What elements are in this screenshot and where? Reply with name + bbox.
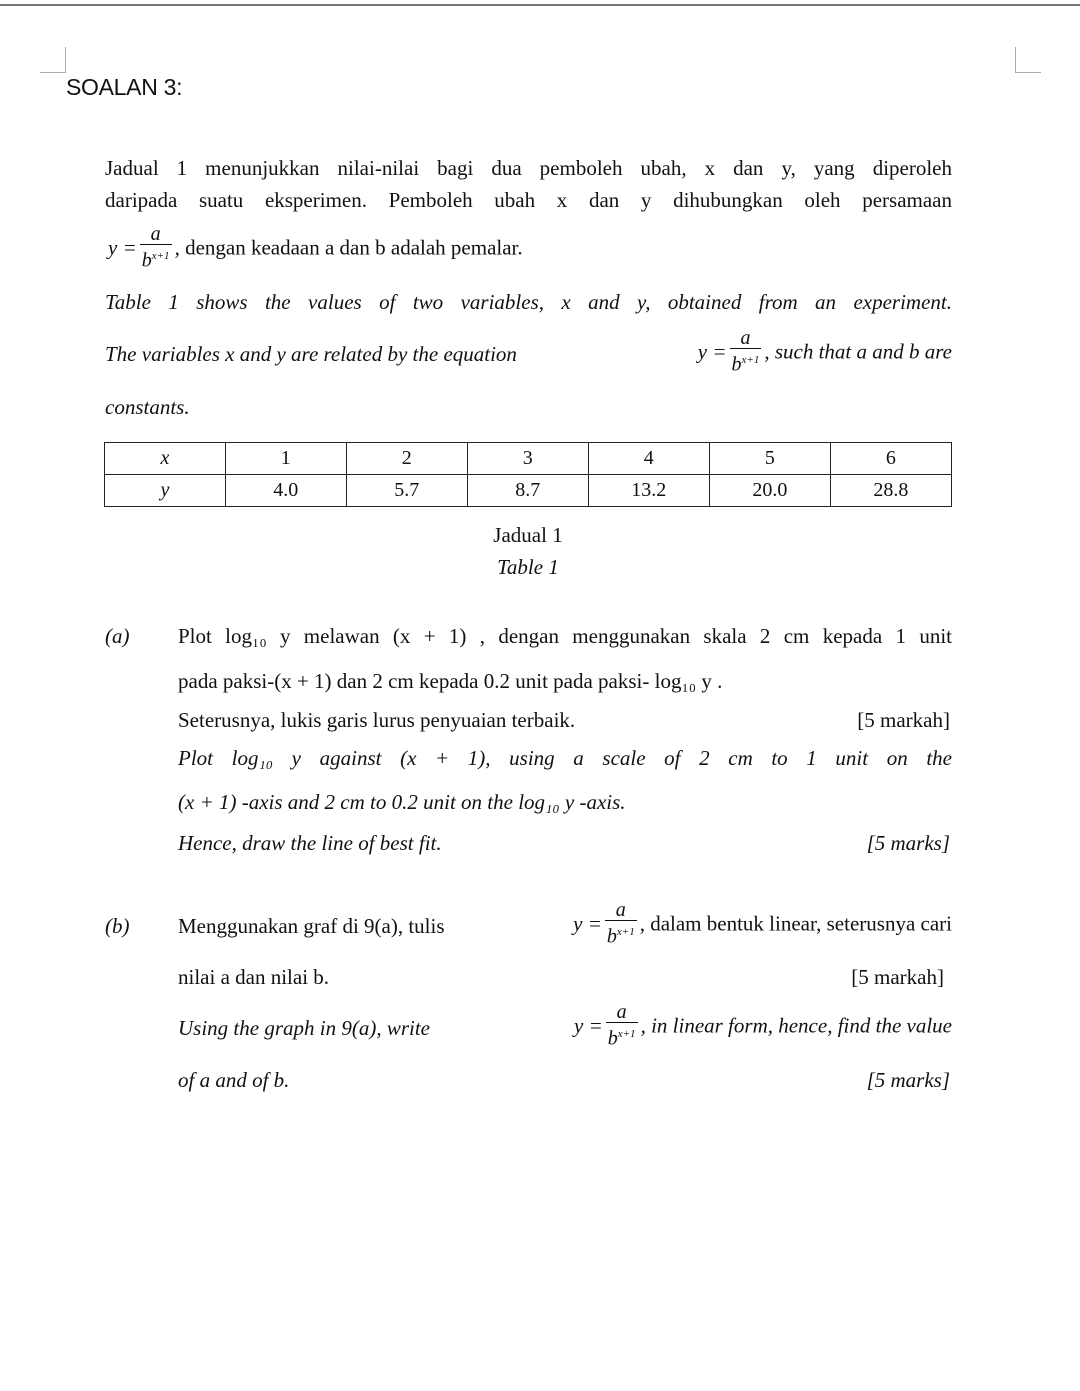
part-b-ms-marks: [5 markah]	[851, 965, 944, 989]
data-table	[104, 442, 952, 507]
part-b-ms-line2: nilai a dan nilai b.	[178, 965, 330, 989]
part-a-label: (a)	[105, 624, 130, 648]
equation-fraction: $\frac{a}{b^{x+1}}$	[141, 223, 170, 272]
equation-fraction: $\frac{a}{b^{x+1}}$	[607, 1001, 636, 1050]
top-divider	[0, 4, 1080, 6]
equation-fraction: $\frac{a}{b^{x+1}}$	[731, 327, 760, 376]
table-caption-en: Table 1	[497, 555, 559, 579]
part-a-en-line3: Hence, draw the line of best fit.	[178, 831, 442, 855]
equation-fraction: $\frac{a}{b^{x+1}}$	[606, 899, 635, 948]
part-a-ms-line2: pada paksi-(x + 1) dan 2 cm kepada 0.2 unit pada paksi- log₁₀ y .	[178, 669, 723, 693]
part-a-ms-line3: Seterusnya, lukis garis lurus penyuaian terbaik.	[178, 708, 576, 732]
intro-en-line3: constants.	[105, 395, 190, 419]
question-heading: SOALAN 3:	[66, 74, 183, 100]
table-row: x 1 2 3 4 5 6	[105, 443, 952, 475]
part-a-en-line1: Plot log₁₀ y against (x + 1), using a scale of 2 cm to 1 unit on the	[178, 746, 952, 770]
table-caption-ms: Jadual 1	[493, 523, 563, 547]
intro-ms-line2: daripada suatu eksperimen. Pemboleh ubah x dan y dihubungkan oleh persamaan	[105, 188, 952, 212]
intro-en-line2: The variables x and y are related by the equation y = $\frac{a}{b^{x+1}}$ , such that a and b are	[105, 327, 952, 376]
part-a-en-marks: [5 marks]	[866, 831, 950, 855]
intro-ms-line3: y = $\frac{a}{b^{x+1}}$ , dengan keadaan a dan b adalah pemalar.	[108, 223, 523, 272]
equation-lhs: y =	[108, 235, 137, 260]
table-row: y 4.0 5.7 8.7 13.2 20.0 28.8	[105, 475, 952, 507]
intro-ms-line1: Jadual 1 menunjukkan nilai-nilai bagi dua pemboleh ubah, x dan y, yang diperoleh	[105, 156, 952, 180]
part-b-en-line2: of a and of b.	[178, 1068, 290, 1092]
part-a-ms-marks: [5 markah]	[857, 708, 950, 732]
margin-corner-mark-left	[40, 47, 66, 73]
part-a-en-line2: (x + 1) -axis and 2 cm to 0.2 unit on the log₁₀ y -axis.	[178, 790, 626, 814]
intro-en-line1: Table 1 shows the values of two variables, x and y, obtained from an experiment.	[105, 290, 952, 314]
part-a-ms-line1: Plot log₁₀ y melawan (x + 1) , dengan menggunakan skala 2 cm kepada 1 unit	[178, 624, 952, 648]
part-b-en-line1: Using the graph in 9(a), write y = $\frac{a}{b^{x+1}}$ , in linear form, hence, find the value	[178, 1001, 952, 1050]
margin-corner-mark-right	[1015, 47, 1041, 73]
part-b-label: (b)	[105, 914, 130, 938]
part-b-ms-line1: Menggunakan graf di 9(a), tulis y = $\frac{a}{b^{x+1}}$ , dalam bentuk linear, seterusnya cari	[178, 899, 952, 948]
part-b-en-marks: [5 marks]	[866, 1068, 950, 1092]
